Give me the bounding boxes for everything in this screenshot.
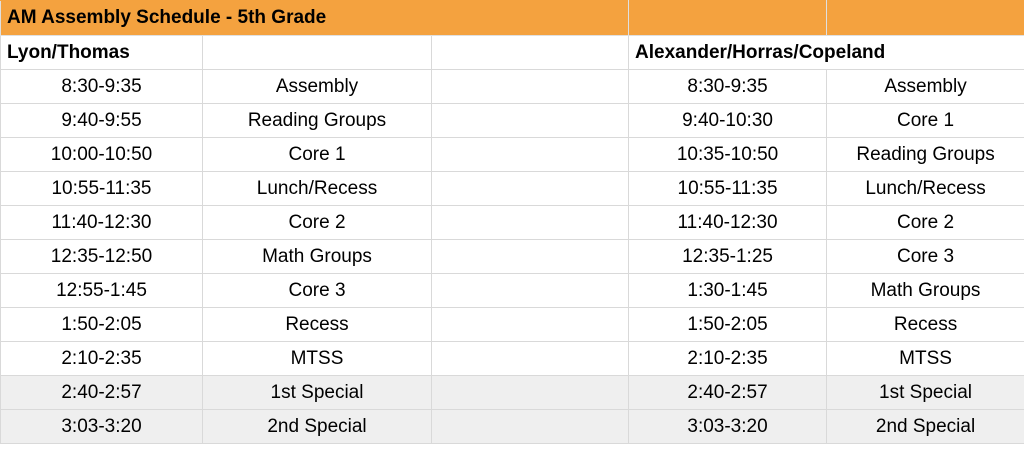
time-cell-right[interactable]: 2:10-2:35 [629,342,827,376]
time-cell-right[interactable]: 12:35-1:25 [629,240,827,274]
title-row [1,1,1024,36]
spacer-cell[interactable] [432,138,629,172]
header-empty-cell-b[interactable] [203,36,432,70]
time-cell-left[interactable]: 8:30-9:35 [1,70,203,104]
schedule-row [1,206,1024,240]
group-name-lyon-thomas[interactable]: Lyon/Thomas [1,36,203,70]
time-cell-right[interactable]: 1:30-1:45 [629,274,827,308]
spacer-cell[interactable] [432,410,629,444]
time-cell-right[interactable]: 11:40-12:30 [629,206,827,240]
schedule-row [1,172,1024,206]
activity-cell-right[interactable]: Recess [827,308,1024,342]
spacer-cell[interactable] [432,240,629,274]
time-cell-left[interactable]: 2:40-2:57 [1,376,203,410]
activity-cell-right[interactable]: Lunch/Recess [827,172,1024,206]
title-row-cell-d[interactable] [629,1,827,36]
time-cell-left[interactable]: 1:50-2:05 [1,308,203,342]
time-cell-left[interactable]: 9:40-9:55 [1,104,203,138]
activity-cell-right[interactable]: Reading Groups [827,138,1024,172]
spacer-cell[interactable] [432,342,629,376]
activity-cell-left[interactable]: Math Groups [203,240,432,274]
schedule-row [1,376,1024,410]
activity-cell-right[interactable]: MTSS [827,342,1024,376]
schedule-row [1,342,1024,376]
schedule-row [1,70,1024,104]
time-cell-left[interactable]: 12:35-12:50 [1,240,203,274]
schedule-row [1,240,1024,274]
header-empty-cell-c[interactable] [432,36,629,70]
spacer-cell[interactable] [432,104,629,138]
time-cell-right[interactable]: 1:50-2:05 [629,308,827,342]
time-cell-left[interactable]: 12:55-1:45 [1,274,203,308]
time-cell-right[interactable]: 10:35-10:50 [629,138,827,172]
time-cell-left[interactable]: 3:03-3:20 [1,410,203,444]
activity-cell-left[interactable]: Assembly [203,70,432,104]
spacer-cell[interactable] [432,308,629,342]
activity-cell-left[interactable]: Lunch/Recess [203,172,432,206]
activity-cell-right[interactable]: Core 1 [827,104,1024,138]
activity-cell-left[interactable]: Core 1 [203,138,432,172]
activity-cell-left[interactable]: Core 2 [203,206,432,240]
schedule-row [1,308,1024,342]
spacer-cell[interactable] [432,274,629,308]
schedule-row [1,138,1024,172]
time-cell-left[interactable]: 10:00-10:50 [1,138,203,172]
activity-cell-left[interactable]: Recess [203,308,432,342]
time-cell-left[interactable]: 10:55-11:35 [1,172,203,206]
time-cell-right[interactable]: 3:03-3:20 [629,410,827,444]
spacer-cell[interactable] [432,70,629,104]
schedule-row [1,410,1024,444]
schedule-row [1,104,1024,138]
activity-cell-right[interactable]: Assembly [827,70,1024,104]
activity-cell-right[interactable]: 1st Special [827,376,1024,410]
title-row-cell-e[interactable] [827,1,1024,36]
group-name-alexander-horras-copeland[interactable]: Alexander/Horras/Copeland [629,36,1024,70]
time-cell-right[interactable]: 8:30-9:35 [629,70,827,104]
activity-cell-left[interactable]: Core 3 [203,274,432,308]
time-cell-right[interactable]: 9:40-10:30 [629,104,827,138]
activity-cell-right[interactable]: 2nd Special [827,410,1024,444]
time-cell-left[interactable]: 11:40-12:30 [1,206,203,240]
schedule-row [1,274,1024,308]
time-cell-right[interactable]: 2:40-2:57 [629,376,827,410]
activity-cell-right[interactable]: Math Groups [827,274,1024,308]
spacer-cell[interactable] [432,376,629,410]
activity-cell-left[interactable]: 1st Special [203,376,432,410]
activity-cell-left[interactable]: MTSS [203,342,432,376]
sheet-title[interactable]: AM Assembly Schedule - 5th Grade [1,1,629,36]
time-cell-right[interactable]: 10:55-11:35 [629,172,827,206]
time-cell-left[interactable]: 2:10-2:35 [1,342,203,376]
activity-cell-right[interactable]: Core 2 [827,206,1024,240]
spacer-cell[interactable] [432,172,629,206]
activity-cell-left[interactable]: 2nd Special [203,410,432,444]
activity-cell-left[interactable]: Reading Groups [203,104,432,138]
group-header-row [1,36,1024,70]
activity-cell-right[interactable]: Core 3 [827,240,1024,274]
spacer-cell[interactable] [432,206,629,240]
